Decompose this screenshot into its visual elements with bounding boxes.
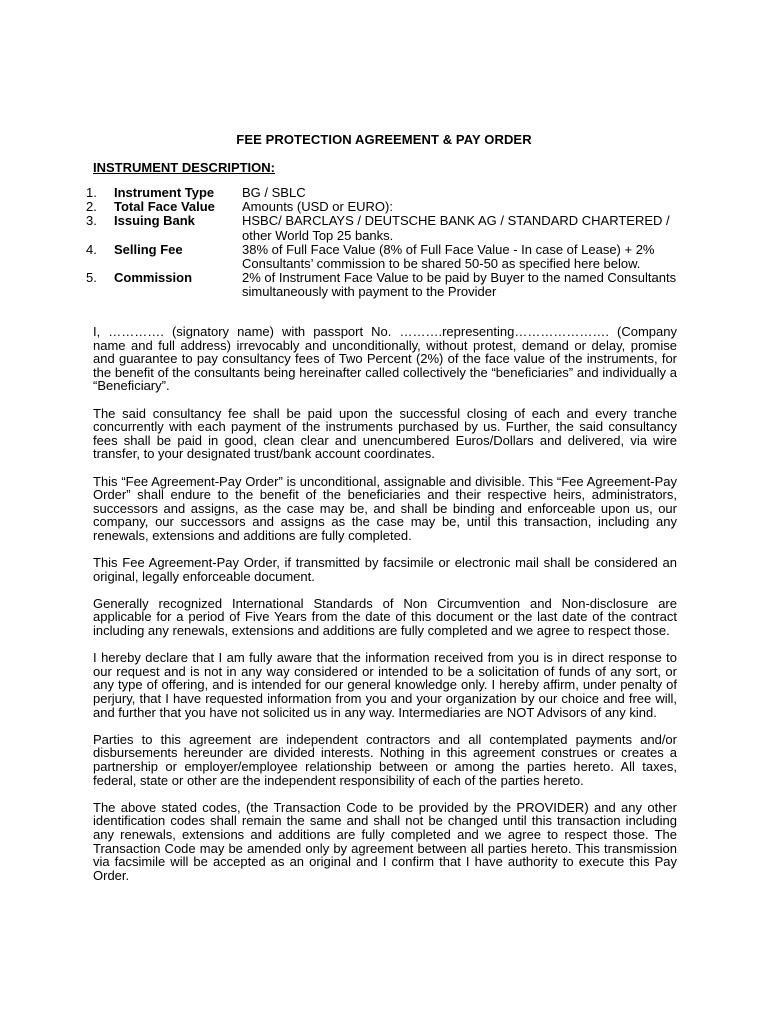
- row-label: Total Face Value: [114, 199, 215, 215]
- paragraph: Generally recognized International Standards of Non Circumvention and Non-disclosure are applicable for a period of Five Years from the date of this document or the last date of the contract including any renewals, extensions and additions are fully completed and we agree to respect those.: [93, 595, 677, 639]
- description-row: [86, 271, 686, 299]
- paragraph: I hereby declare that I am fully aware that the information received from you is in direct response to our request and is not in any way considered or intended to be a solicitation of funds of any sort, or any type of offering, and is intended for our general knowledge only. I hereby affirm, under penalty of perjury, that I have requested information from you and your organization by our choice and free will, and further that you have not solicited us in any way. Intermediaries are NOT Advisors of any kind.: [93, 650, 677, 720]
- description-row: [86, 214, 686, 242]
- row-value: Amounts (USD or EURO):: [242, 199, 393, 215]
- description-row: [86, 243, 686, 271]
- row-label: Selling Fee: [114, 241, 183, 257]
- paragraph: This Fee Agreement-Pay Order, if transmitted by facsimile or electronic mail shall be considered an original, legally enforceable document.: [93, 555, 677, 584]
- description-row: [86, 186, 686, 200]
- agreement-body: [93, 325, 677, 896]
- row-number: 3.: [86, 213, 97, 229]
- paragraph: The said consultancy fee shall be paid upon the successful closing of each and every tranche concurrently with each payment of the instruments purchased by us. Further, the said consultancy fees shall be paid in good, clean clear and unencumbered Euros/Dollars and delivered, via wire transfer, to your designated trust/bank account coordinates.: [93, 405, 677, 462]
- paragraph: I, …………. (signatory name) with passport No. ……….representing…………………. (Company name and full address) irrevocably and unconditionally, without protest, demand or delay, promise and guarantee to pay consultancy fees of Two Percent (2%) of the face value of the instruments, for the benefit of the consultants being hereinafter called collectively the “beneficiaries” and individually a “Beneficiary”.: [93, 324, 677, 394]
- row-value: 2% of Instrument Face Value to be paid by Buyer to the named Consultants simultaneously with payment to the Provider: [242, 270, 677, 300]
- paragraph: The above stated codes, (the Transaction Code to be provided by the PROVIDER) and any other identification codes shall remain the same and shall not be changed until this transaction including any renewals, extensions and additions are fully completed and we agree to respect those. The Transaction Code may be amended only by agreement between all parties hereto. This transmission via facsimile will be accepted as an original and I confirm that I have authority to execute this Pay Order.: [93, 799, 677, 883]
- instrument-description-list: [86, 186, 686, 300]
- row-label: Issuing Bank: [114, 213, 195, 229]
- row-value: 38% of Full Face Value (8% of Full Face Value - In case of Lease) + 2% Consultants’ commission to be shared 50-50 as specified here below.: [242, 241, 655, 272]
- row-number: 1.: [86, 185, 97, 200]
- row-number: 5.: [86, 270, 97, 286]
- row-label: Instrument Type: [114, 185, 215, 200]
- row-number: 2.: [86, 199, 97, 215]
- row-label: Commission: [114, 270, 193, 286]
- paragraph: Parties to this agreement are independent contractors and all contemplated payments and/or disbursements hereunder are divided interests. Nothing in this agreement construes or creates a partnership or employer/employee relationship between or among the parties hereto. All taxes, federal, state or other are the independent responsibility of each of the parties hereto.: [93, 731, 677, 788]
- row-value: BG / SBLC: [242, 185, 306, 200]
- description-row: [86, 200, 686, 214]
- document-title: FEE PROTECTION AGREEMENT & PAY ORDER: [236, 132, 532, 147]
- row-value: HSBC/ BARCLAYS / DEUTSCHE BANK AG / STANDARD CHARTERED / other World Top 25 banks.: [242, 213, 670, 243]
- paragraph: This “Fee Agreement-Pay Order” is unconditional, assignable and divisible. This “Fee Agreement-Pay Order” shall endure to the benefit of the beneficiaries and their respective heirs, administrators, successors and assigns, as the case may be, and shall be binding and enforceable upon us, our company, our successors and assigns as the case may be, until this transaction, including any renewals, extensions and additions are fully completed.: [93, 473, 677, 543]
- section-heading: INSTRUMENT DESCRIPTION:: [93, 160, 275, 175]
- row-number: 4.: [86, 241, 97, 257]
